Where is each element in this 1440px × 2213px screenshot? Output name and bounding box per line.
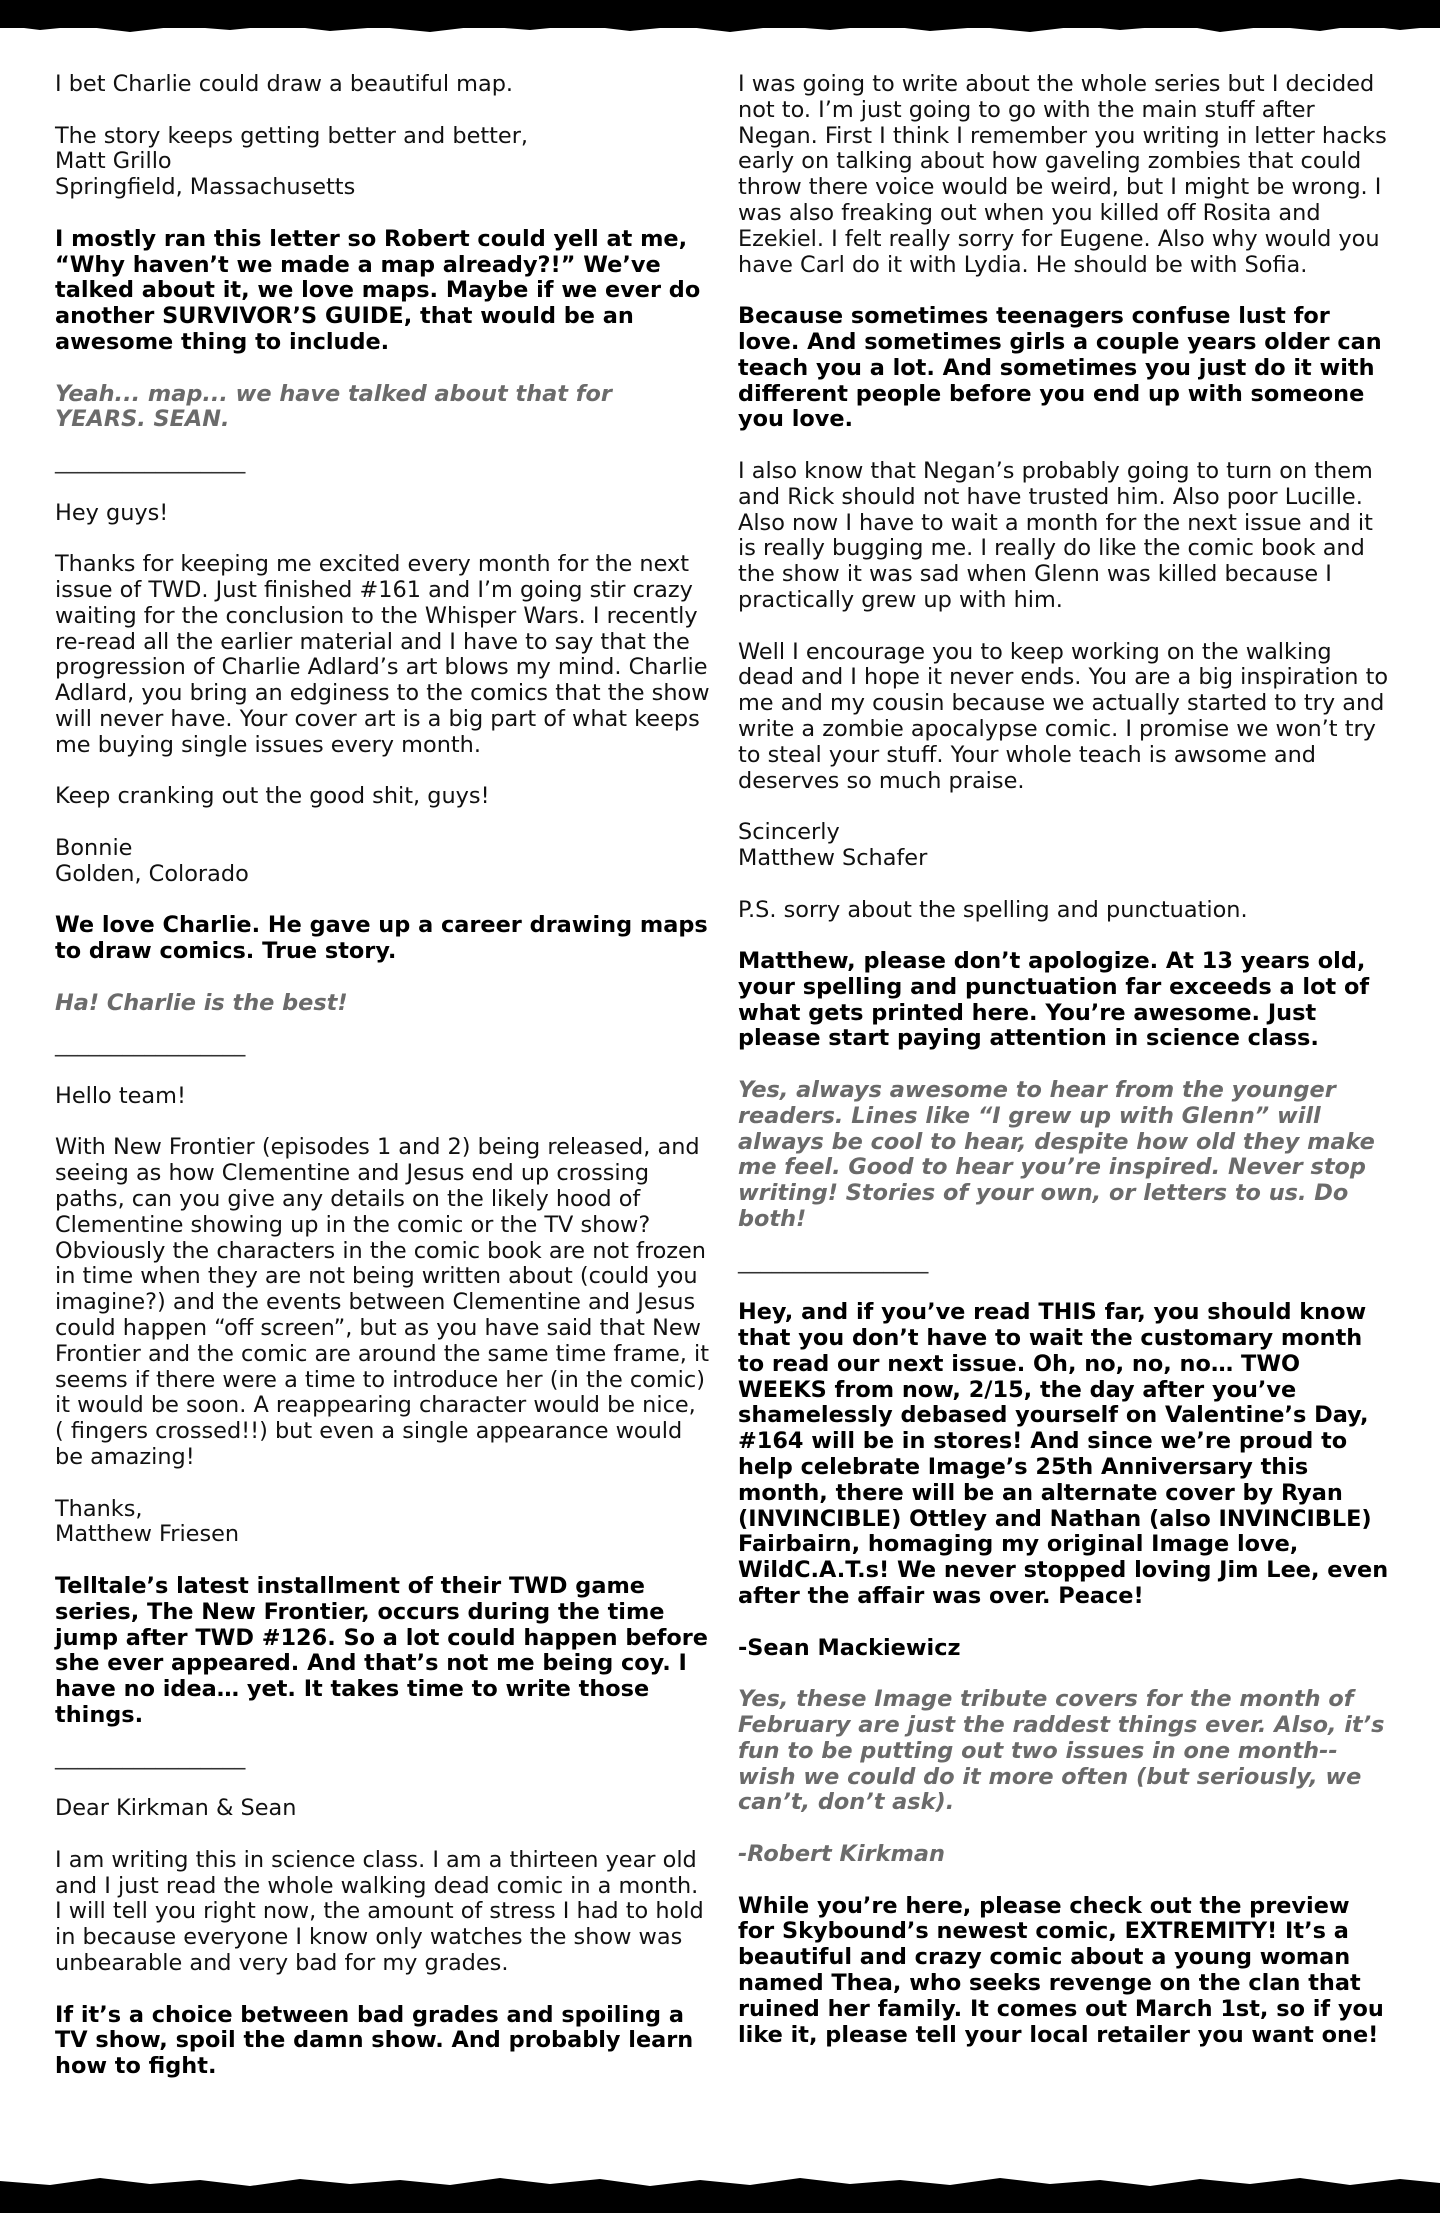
reader-letter-paragraph: Scincerly Matthew Schafer xyxy=(738,819,928,871)
editor-reply-paragraph: While you’re here, please check out the preview for Skybound’s newest comic, EXTREMITY! It’s a beautiful and crazy comic about a young woman named Thea, who seeks revenge on the clan that ruined her family. It comes out March 1st, so if you like it, please tell your local retailer you want one! xyxy=(738,1892,1384,2048)
italic-reply-paragraph: Yes, always awesome to hear from the younger readers. Lines like “I grew up with Glenn” will always be cool to hear, despite how old they make me feel. Good to hear you’re inspired. Never stop writing! Stories of your own, or letters to us. Do both! xyxy=(738,1077,1375,1233)
reader-letter-paragraph: Thanks, Matthew Friesen xyxy=(55,1495,240,1548)
editor-reply-paragraph: We love Charlie. He gave up a career drawing maps to draw comics. True story. xyxy=(55,912,708,965)
reader-letter-paragraph: With New Frontier (episodes 1 and 2) being released, and seeing as how Clementine and Jesus end up crossing paths, can you give any details on the likely hood of Clementine showing up in the comic or the TV show? Obviously the characters in the comic book are not frozen in time when they are not being written about (could you imagine?) and the events between Clementine and Jesus could happen “off screen”, but as you have said that New Frontier and the comic are around the same time frame, it seems if there were a time to introduce her (in the comic) it would be soon. A reappearing character would be nice, ( fingers crossed!!) but even a single appearance would be amazing! xyxy=(55,1134,709,1471)
left-column xyxy=(55,72,710,2106)
editor-reply-paragraph: Telltale’s latest installment of their TWD game series, The New Frontier, occurs during the time jump after TWD #126. So a lot could happen before she ever appeared. And that’s not me being coy. I have no idea… yet. It takes time to write those things. xyxy=(55,1573,708,1728)
editor-reply-paragraph: -Sean Mackiewicz xyxy=(738,1634,961,1661)
reader-letter-paragraph: Hey guys! xyxy=(55,499,169,526)
bottom-border xyxy=(0,2187,1440,2213)
reader-letter-paragraph: I bet Charlie could draw a beautiful map. xyxy=(55,71,514,97)
editor-reply-paragraph: Because sometimes teenagers confuse lust for love. And sometimes girls a couple years older can teach you a lot. And sometimes you just do it with different people before you end up with someone you love. xyxy=(738,303,1382,433)
editor-reply-paragraph: I mostly ran this letter so Robert could yell at me, “Why haven’t we made a map already?!” We’ve talked about it, we love maps. Maybe if we ever do another SURVIVOR’S GUIDE, that would be an awesome thing to include. xyxy=(55,225,701,355)
right-column xyxy=(738,72,1393,2074)
section-divider: _________________ xyxy=(55,1743,246,1770)
section-divider: _________________ xyxy=(55,1031,246,1058)
reader-letter-paragraph: Dear Kirkman & Sean xyxy=(55,1795,297,1822)
section-divider: _________________ xyxy=(55,447,246,474)
reader-letter-paragraph: The story keeps getting better and better, Matt Grillo Springfield, Massachusetts xyxy=(55,122,529,201)
italic-reply-paragraph: Yeah... map... we have talked about that for YEARS. SEAN. xyxy=(55,380,612,433)
italic-reply-paragraph: Ha! Charlie is the best! xyxy=(55,989,348,1016)
italic-reply-paragraph: Yes, these Image tribute covers for the month of February are just the raddest things ever. Also, it’s fun to be putting out two issues in one month--wish we could do it more often (but seriously, we can’t, don’t ask). xyxy=(738,1686,1385,1816)
section-divider: _________________ xyxy=(738,1247,929,1274)
reader-letter-paragraph: I also know that Negan’s probably going to turn on them and Rick should not have trusted him. Also poor Lucille. Also now I have to wait a month for the next issue and it is really bugging me. I really do like the comic book and the show it was sad when Glenn was killed because I practically grew up with him. xyxy=(738,457,1373,613)
reader-letter-paragraph: Thanks for keeping me excited every month for the next issue of TWD. Just finished #161 and I’m going stir crazy waiting for the conclusion to the Whisper Wars. I recently re-read all the earlier material and I have to say that the progression of Charlie Adlard’s art blows my mind. Charlie Adlard, you bring an edginess to the comics that the show will never have. Your cover art is a big part of what keeps me buying single issues every month. xyxy=(55,551,710,758)
editor-reply-paragraph: Matthew, please don’t apologize. At 13 years old, your spelling and punctuation far exceeds a lot of what gets printed here. You’re awesome. Just please start paying attention in science class. xyxy=(738,948,1370,1052)
reader-letter-paragraph: P.S. sorry about the spelling and punctuation. xyxy=(738,896,1248,923)
top-border xyxy=(0,0,1440,28)
editor-reply-paragraph: If it’s a choice between bad grades and spoiling a TV show, spoil the damn show. And probably learn how to fight. xyxy=(55,2001,694,2080)
reader-letter-paragraph: I am writing this in science class. I am a thirteen year old and I just read the whole walking dead comic in a month. I will tell you right now, the amount of stress I had to hold in because everyone I know only watches the show was unbearable and very bad for my grades. xyxy=(55,1846,704,1976)
reader-letter-paragraph: Well I encourage you to keep working on the walking dead and I hope it never ends. You are a big inspiration to me and my cousin because we actually started to try and write a zombie apocalypse comic. I promise we won’t try to steal your stuff. Your whole teach is awsome and deserves so much praise. xyxy=(738,638,1389,794)
editor-reply-paragraph: Hey, and if you’ve read THIS far, you should know that you don’t have to wait the customary month to read our next issue. Oh, no, no, no… TWO WEEKS from now, 2/15, the day after you’ve shamelessly debased yourself on Valentine’s Day, #164 will be in stores! And since we’re proud to help celebrate Image’s 25th Anniversary this month, there will be an alternate cover by Ryan (INVINCIBLE) Ottley and Nathan (also INVINCIBLE) Fairbairn, homaging my original Image love, WildC.A.T.s! We never stopped loving Jim Lee, even after the affair was over. Peace! xyxy=(738,1299,1389,1610)
reader-letter-paragraph: Bonnie Golden, Colorado xyxy=(55,834,249,887)
reader-letter-paragraph: Hello team! xyxy=(55,1082,186,1109)
italic-reply-paragraph: -Robert Kirkman xyxy=(738,1840,945,1867)
reader-letter-paragraph: Keep cranking out the good shit, guys! xyxy=(55,783,490,810)
reader-letter-paragraph: I was going to write about the whole series but I decided not to. I’m just going to go with the main stuff after Negan. First I think I remember you writing in letter hacks early on talking about how gaveling zombies that could throw there voice would be weird, but I might be wrong. I was also freaking out when you killed off Rosita and Ezekiel. I felt really sorry for Eugene. Also why would you have Carl do it with Lydia. He should be with Sofia. xyxy=(738,71,1387,278)
